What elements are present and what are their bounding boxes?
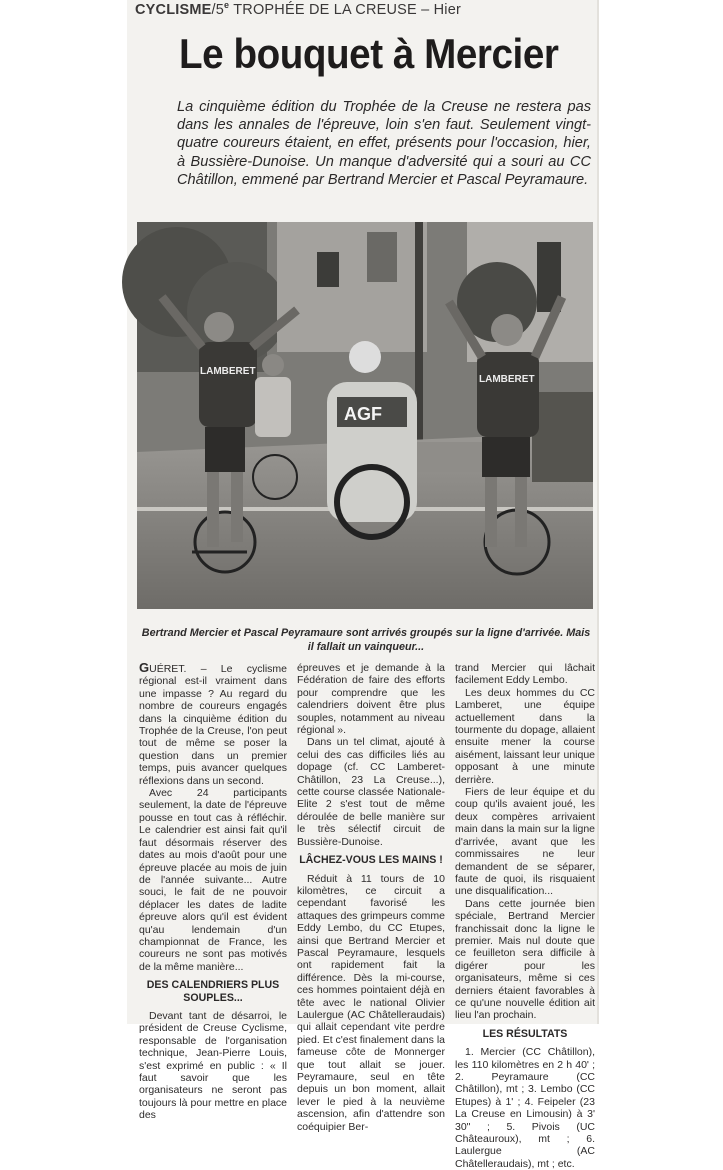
col1-paragraph-1	[139, 662, 287, 787]
article-column-2	[297, 662, 445, 1133]
col3-paragraph-2: Les deux hommes du CC Lamberet, une équipe actuellement dans la tourmente du dopage, allaient ensuite mener la course aisément, laissant leur unique opposant à une minute derrière.	[455, 686, 595, 786]
section-separator: /	[211, 1, 216, 18]
col3-paragraph-1: trand Mercier qui lâchait facilement Eddy Lembo.	[455, 662, 595, 687]
results-list: 1. Mercier (CC Châtillon), les 110 kilomètres en 2 h 40' ; 2. Peyramaure (CC Châtillon), mt ; 3. Lembo (CC Etupes) à 1' ; 4. Feipeler (23 La Creuse en Limousin) à 3' 30" ; 5. Pivois (UC Châteauroux), mt ; 6. Laulergue (AC Châtelleraudais), mt ; etc.	[455, 1046, 595, 1170]
jersey-text-left: LAMBERET	[200, 366, 256, 377]
jersey-text-right: LAMBERET	[479, 374, 535, 385]
col1-paragraph-2: Avec 24 participants seulement, la date de l'épreuve pousse en tout cas à réfléchir. Le calendrier est ainsi fait qu'il faut désormais réserver des dates au mois d'août pour une épreuve placée au mois de juin de l'année suivante... Autre souci, le fait de ne pouvoir déplacer les dates de ladite épreuve alors qu'il est évident qu'au lendemain d'un championnat de France, les coureurs ne sont pas motivés de la même manière...	[139, 787, 287, 973]
col2-subheading: LÂCHEZ-VOUS LES MAINS !	[299, 854, 443, 867]
moto-text: AGF	[344, 404, 382, 424]
race-photo	[137, 222, 593, 609]
col2-paragraph-2: Dans un tel climat, ajouté à celui des cas difficiles liés au dopage (cf. CC Lamberet-Châtillon, 23 La Creuse...), cette course classée Nationale-Elite 2 s'est tout de même déroulée de belle manière sur le très sélectif circuit de Bussière-Dunoise.	[297, 736, 445, 848]
col3-paragraph-4: Dans cette journée bien spéciale, Bertrand Mercier franchissait donc la ligne le premier. Mais nul doute que ce feuilleton sera difficile à digérer pour les organisateurs, même si ces derniers étaient favorables à ce qu'une nouvelle édition ait lieu l'an prochain.	[455, 897, 595, 1022]
edition-number: 5	[215, 1, 225, 18]
col2-paragraph-3: Réduit à 11 tours de 10 kilomètres, ce circuit a cependant favorisé les attaques des grimpeurs comme Eddy Lembo, du CC Etupes, ainsi que Bertrand Mercier et Pascal Peyramaure, lesquels ont rapidement fait la différence. Dès la mi-course, ces hommes pointaient déjà en tête avec le national Olivier Laulergue (AC Châtelleraudais) qui allait cependant vite perdre pied. Et c'est finalement dans la fameuse côte de Monnerger que tout allait se jouer. Peyramaure, seul en tête depuis un bon moment, allait lever le pied à la neuvième ascension, afin d'attendre son coéquipier Ber-	[297, 872, 445, 1133]
col1-paragraph-3: Devant tant de désarroi, le président de Creuse Cyclisme, responsable de l'organisation technique, Jean-Pierre Louis, s'est exprimé en public : « Il faut savoir que les organisateurs ne seront pas toujours là pour mettre en place des	[139, 1009, 287, 1122]
headline: Le bouquet à Mercier	[179, 30, 559, 77]
edition-suffix: e	[224, 0, 230, 10]
results-heading: LES RÉSULTATS	[482, 1027, 568, 1040]
rubric-text: TROPHÉE DE LA CREUSE – Hier	[229, 1, 462, 18]
race-photo-drawing	[137, 222, 593, 609]
col1-subheading: DES CALENDRIERS PLUS SOUPLES...	[146, 979, 280, 1004]
lead-paragraph: La cinquième édition du Trophée de la Creuse ne restera pas dans les annales de l'épreuve, loin s'en faut. Seulement vingt-quatre coureurs étaient, en effet, présents pour l'occasion, hier, à Bussière-Dunoise. Un manque d'adversité qui a souri au CC Châtillon, emmené par Bertrand Mercier et Pascal Peyramaure.	[177, 99, 591, 188]
col1-text-1: UÉRET. – Le cyclisme régional est-il vraiment dans une impasse ? Au regard du nombre de coureurs engagés dans la cinquième édition du Trophée de la Creuse, l'on peut tout de même se poser la question dans un premier temps, puis avancer quelques réflexions dans un second.	[139, 663, 287, 787]
newspaper-clipping	[127, 0, 597, 1170]
photo-caption: Bertrand Mercier et Pascal Peyramaure sont arrivés groupés sur la ligne d'arrivée. Mais il fallait un vainqueur...	[141, 627, 591, 653]
page-margin	[598, 0, 723, 1024]
drop-cap: G	[139, 660, 150, 675]
article-column-3	[455, 662, 595, 1170]
col3-paragraph-3: Fiers de leur équipe et du coup qu'ils avaient joué, les deux compères arrivaient main dans la main sur la ligne d'arrivée, avant que les commissaires ne leur demandent de se séparer, faute de quoi, ils risquaient une disqualification...	[455, 786, 595, 898]
section-header	[135, 0, 461, 16]
section-name: CYCLISME	[135, 1, 212, 18]
article-column-1	[139, 662, 287, 1122]
col2-paragraph-1: épreuves et je demande à la Fédération de faire des efforts pour comprendre que les calendriers doivent être plus souples, notamment au niveau régional ».	[297, 662, 445, 737]
